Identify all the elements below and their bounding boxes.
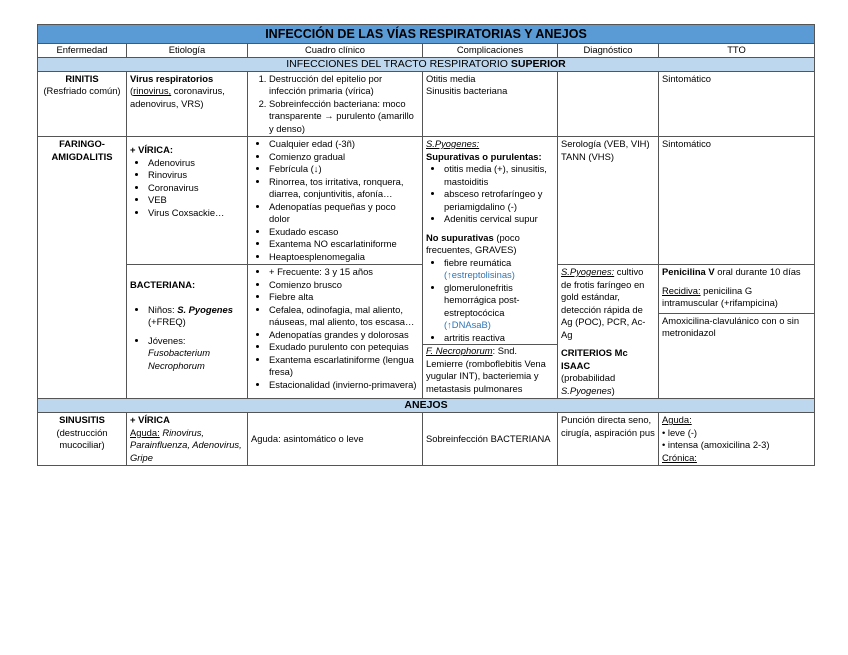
list-item: • Exudado purulento con petequias [269, 341, 419, 354]
tto-cronica: Crónica: [662, 451, 697, 463]
list-item: • Adenitis cervical supur [444, 213, 554, 226]
etiology-underlined: rinovirus, [133, 85, 172, 96]
diagnosis-cell [558, 71, 659, 137]
disease-cell [38, 137, 127, 399]
ninos-freq: (+FREQ) [148, 316, 186, 327]
etiology-cell [127, 265, 248, 399]
list-item: • Adenopatías pequeñas y poco dolor [269, 201, 419, 226]
jovenes-label: Jóvenes: [148, 334, 186, 346]
viral-diagnosis-2: TANN (VHS) [561, 150, 614, 162]
disease-cell [38, 413, 127, 466]
complication-item: Otitis media [426, 72, 476, 84]
disease-subtitle: (destrucción mucociliar) [56, 426, 108, 450]
list-item: • Exantema NO escarlatiniforme [269, 238, 419, 251]
list-item: • Febrícula (↓) [269, 163, 419, 176]
list-item: • Comienzo brusco [269, 279, 419, 292]
clinical-cell [248, 265, 423, 399]
list-item [444, 257, 554, 282]
tto-item: • intensa (amoxicilina 2-3) [662, 439, 770, 450]
penicilina-bold: Penicilina V [662, 266, 715, 277]
etiology-paren: ( [130, 85, 134, 96]
list-item: • VEB [148, 194, 244, 207]
list-item: • otitis media (+), sinusitis, mastoiditis [444, 163, 554, 188]
bacterial-title: BACTERIANA: [130, 279, 196, 290]
penicilina-text [662, 266, 811, 279]
table-row-rinitis [38, 71, 815, 137]
complications-cell: Sobreinfección BACTERIANA [423, 413, 558, 466]
ninos-organism: S. Pyogenes [177, 303, 233, 315]
criterios-end: ) [611, 384, 615, 396]
list-item: • Cefalea, odinofagia, mal aliento, náuseas, mal aliento, tos escasa… [269, 304, 419, 329]
criterios-title: CRITERIOS Mc ISAAC [561, 347, 628, 371]
viral-diagnosis: Serología (VEB, VIH) [561, 138, 650, 149]
fiebre-note: (↑estreptolisinas) [444, 269, 515, 280]
etiology-cell [127, 71, 248, 137]
column-header-diagnostico: Diagnóstico [558, 44, 659, 58]
list-item: • Heaptoesplenomegalia [269, 251, 419, 264]
list-item: • artritis reactiva [444, 332, 554, 345]
diagnosis-cell [558, 137, 659, 265]
etiology-rest: Rinovirus, Parainfluenza, Adenovirus, Gripe [130, 426, 242, 463]
fiebre-text: fiebre reumática [444, 256, 512, 268]
glom-text: glomerulonefritis hemorrágica post-estreptocócica [444, 281, 520, 318]
recidiva-text [662, 285, 811, 310]
section-header-superior [38, 57, 815, 71]
diagnosis-cell: Punción directa seno, cirugía, aspiración pus [558, 413, 659, 466]
list-item [444, 282, 554, 332]
list-item: • Adenopatías grandes y dolorosas [269, 329, 419, 342]
criterios-italic: S.Pyogenes [561, 384, 612, 396]
criterios-rest: (probabilidad [561, 372, 616, 383]
no-supurativas [426, 232, 554, 257]
disease-subtitle: (Resfriado común) [43, 85, 121, 96]
complication-item: Sinusitis bacteriana [426, 85, 508, 96]
column-header-complicaciones: Complicaciones [423, 44, 558, 58]
tto-aguda: Aguda: [662, 414, 692, 425]
recidiva-rest: penicilina G intramuscular (+rifampicina) [662, 284, 778, 308]
clinical-cell [248, 137, 423, 265]
table-row-faringo-viral [38, 137, 815, 265]
disease-cell [38, 71, 127, 137]
etiology-cell [127, 137, 248, 265]
column-header-enfermedad: Enfermedad [38, 44, 127, 58]
strep-diagnosis [561, 266, 655, 341]
necrophorum-label: F. Necrophorum [426, 345, 493, 356]
recidiva-label: Recidiva: [662, 284, 701, 296]
no-supurativas-title: No supurativas [426, 231, 494, 243]
no-supurativas-rest: (poco frecuentes, GRAVES) [426, 231, 520, 255]
strep-diagnosis-text: cultivo de frotis faríngeo en gold estándar, detección rápida de Ag (POC), PCR, Ac-Ag [561, 266, 646, 340]
etiology-title: Virus respiratorios [130, 72, 214, 84]
etiology-text [130, 427, 244, 465]
list-item: • Rinovirus [148, 169, 244, 182]
etiology-rest: coronavirus, adenovirus, VRS) [130, 85, 225, 109]
treatment-cell: Sintomático [659, 137, 815, 265]
list-item: • Coronavirus [148, 182, 244, 195]
section-header-bold: SUPERIOR [510, 57, 566, 70]
etiology-text [130, 85, 244, 110]
list-item: • Adenovirus [148, 157, 244, 170]
etiology-label: Aguda: [130, 426, 160, 438]
list-item [148, 304, 244, 329]
list-item: • Exudado escaso [269, 226, 419, 239]
necrophorum-text: : Snd. Lemierre (romboflebitis Vena yugular INT), bacteriemia y metastasis pulmonares [426, 345, 546, 394]
table-row-sinusitis [38, 413, 815, 466]
treatment-cell: Sintomático [659, 71, 815, 137]
list-item: • Virus Coxsackie… [148, 207, 244, 220]
column-header-cuadro-clinico: Cuadro clínico [248, 44, 423, 58]
ninos-label: Niños: [148, 303, 178, 315]
list-item: • Estacionalidad (invierno-primavera) [269, 379, 419, 392]
clinical-cell [248, 71, 423, 137]
list-item: • + Frecuente: 3 y 15 años [269, 266, 419, 279]
section-header-anejos: ANEJOS [38, 399, 815, 413]
tto-leve: leve (-) [667, 426, 698, 438]
list-item [148, 335, 244, 373]
glom-note: (↑DNAsaB) [444, 319, 491, 330]
list-item: 2. Sobreinfección bacteriana: moco transparente → purulento (amarillo y denso) [269, 98, 419, 136]
table-title: INFECCIÓN DE LAS VÍAS RESPIRATORIAS Y ANEJOS [38, 25, 815, 44]
disease-name: FARINGO-AMIGDALITIS [51, 138, 113, 162]
treatment-cell [659, 265, 815, 399]
disease-name: RINITIS [65, 72, 99, 84]
list-item: • Comienzo gradual [269, 151, 419, 164]
diagnosis-cell [558, 265, 659, 399]
column-header-etiologia: Etiología [127, 44, 248, 58]
strep-diagnosis-label: S.Pyogenes: [561, 266, 615, 277]
list-item: • absceso retrofaríngeo y periamigdalino (-) [444, 188, 554, 213]
viral-title: + VÍRICA: [130, 144, 173, 155]
disease-name: SINUSITIS [59, 414, 105, 425]
section-header-text: INFECCIONES DEL TRACTO RESPIRATORIO [286, 57, 511, 70]
complications-cell [423, 71, 558, 137]
respiratory-infections-table [37, 24, 815, 466]
tto-item: • leve (-) [662, 426, 698, 438]
tto-intensa: intensa (amoxicilina 2-3) [667, 439, 770, 450]
etiology-cell [127, 413, 248, 466]
etiology-title: + VÍRICA [130, 414, 170, 425]
strep-label: S.Pyogenes: [426, 138, 480, 149]
list-item: • Rinorrea, tos irritativa, ronquera, diarrea, conjuntivitis, afonía… [269, 176, 419, 201]
treatment-cell [659, 413, 815, 466]
list-item: • Cualquier edad (-3ñ) [269, 138, 419, 151]
complications-cell [423, 137, 558, 399]
necrophorum-treatment: Amoxicilina-clavulánico con o sin metronidazol [659, 313, 814, 341]
jovenes-organism: Fusobacterium Necrophorum [148, 347, 211, 371]
list-item: 1. Destrucción del epitelio por infección primaria (vírica) [269, 73, 419, 98]
column-header-tto: TTO [659, 44, 815, 58]
supurativas-title: Supurativas o purulentas: [426, 150, 542, 162]
criterios-text [561, 372, 655, 397]
list-item: • Fiebre alta [269, 291, 419, 304]
list-item: • Exantema escarlatiniforme (lengua fresa) [269, 354, 419, 379]
clinical-cell: Aguda: asintomático o leve [248, 413, 423, 466]
penicilina-rest: oral durante 10 días [714, 266, 801, 277]
